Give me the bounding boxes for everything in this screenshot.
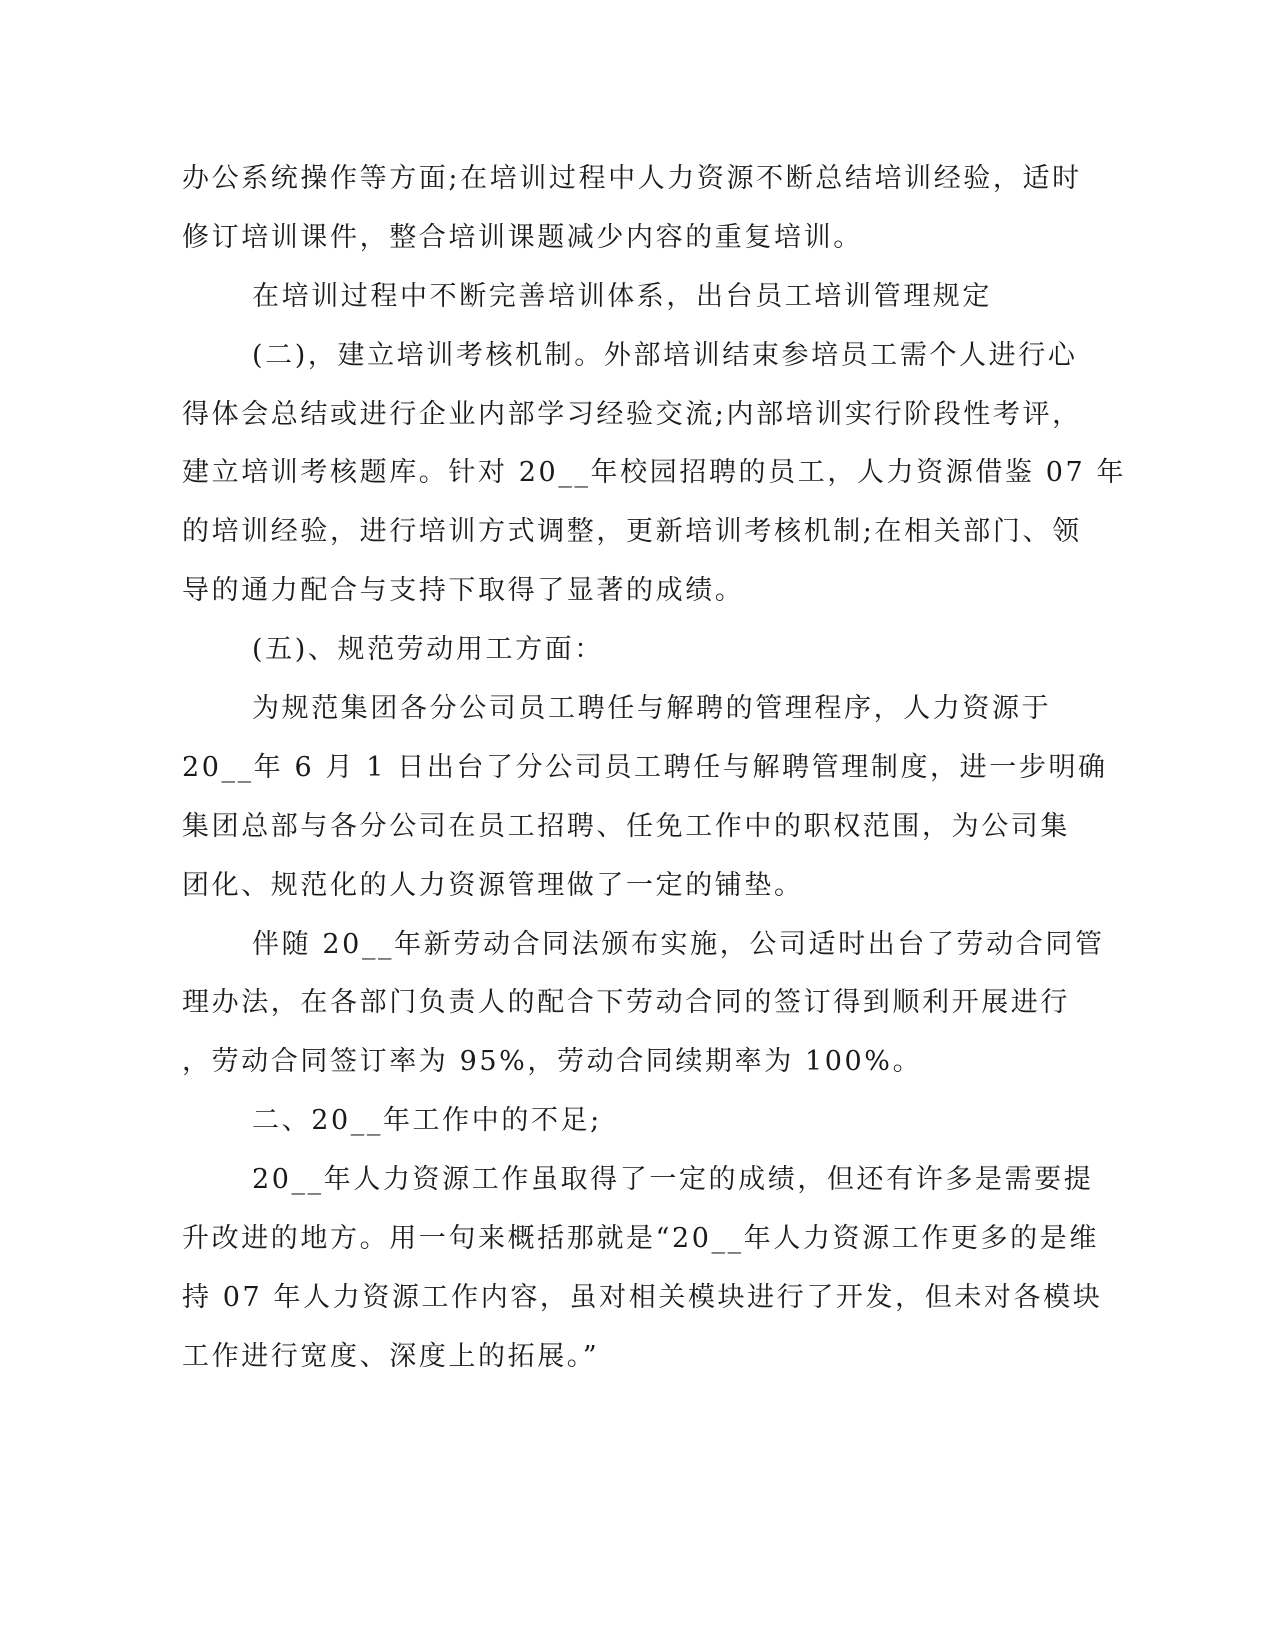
text-line: 团化、规范化的人力资源管理做了一定的铺垫。 (182, 869, 804, 901)
document-body (182, 150, 1127, 1387)
section-heading: (五)、规范劳动用工方面： (252, 634, 604, 666)
text-line: 升改进的地方。用一句来概括那就是“20__年人力资源工作更多的是维 (182, 1223, 1099, 1255)
paragraph-first-line: 为规范集团各分公司员工聘任与解聘的管理程序，人力资源于 (252, 693, 1052, 725)
text-line: 理办法，在各部门负责人的配合下劳动合同的签订得到顺利开展进行 (182, 987, 1070, 1019)
text-line: 集团总部与各分公司在员工招聘、任免工作中的职权范围，为公司集 (182, 810, 1070, 842)
text-line: 的培训经验，进行培训方式调整，更新培训考核机制;在相关部门、领 (182, 516, 1082, 548)
text-line: 办公系统操作等方面;在培训过程中人力资源不断总结培训经验，适时 (182, 163, 1082, 194)
text-line: ，劳动合同签订率为 95%，劳动合同续期率为 100%。 (182, 1046, 923, 1078)
section-heading: 二、20__年工作中的不足; (252, 1105, 602, 1137)
text-line: 20__年 6 月 1 日出台了分公司员工聘任与解聘管理制度，进一步明确 (182, 751, 1108, 783)
text-line: 导的通力配合与支持下取得了显著的成绩。 (182, 575, 745, 607)
paragraph-first-line: 在培训过程中不断完善培训体系，出台员工培训管理规定 (252, 280, 992, 312)
paragraph-first-line: 伴随 20__年新劳动合同法颁布实施，公司适时出台了劳动合同管 (252, 928, 1105, 960)
text-line: 工作进行宽度、深度上的拓展。” (182, 1340, 600, 1372)
paragraph-first-line: (二)，建立培训考核机制。外部培训结束参培员工需个人进行心 (252, 339, 1078, 371)
paragraph-first-line: 20__年人力资源工作虽取得了一定的成绩，但还有许多是需要提 (252, 1164, 1094, 1196)
text-line: 修订培训课件，整合培训课题减少内容的重复培训。 (182, 221, 863, 253)
text-line: 建立培训考核题库。针对 20__年校园招聘的员工，人力资源借鉴 07 年 (182, 457, 1127, 489)
text-line: 得体会总结或进行企业内部学习经验交流;内部培训实行阶段性考评， (182, 398, 1082, 430)
text-line: 持 07 年人力资源工作内容，虽对相关模块进行了开发，但未对各模块 (182, 1281, 1103, 1313)
